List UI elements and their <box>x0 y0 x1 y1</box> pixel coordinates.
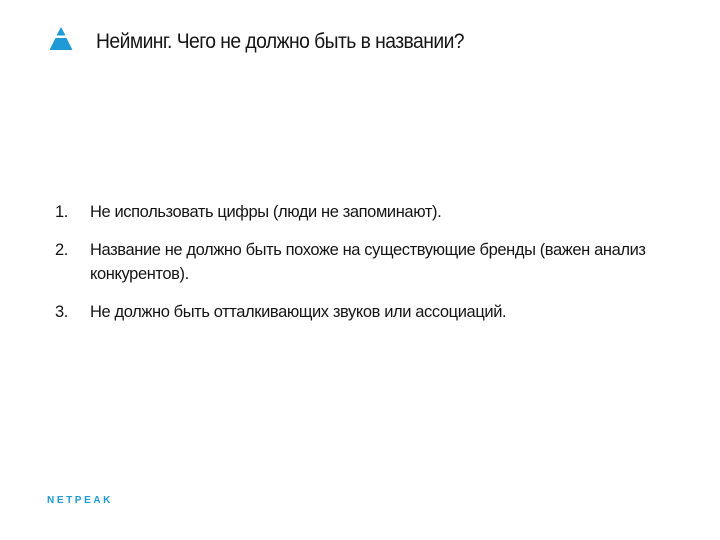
list-item <box>55 238 675 286</box>
criteria-list <box>55 200 675 324</box>
item-text: Название не должно быть похоже на существующие бренды (важен анализ конкурентов). <box>90 241 646 283</box>
list-item <box>55 300 675 324</box>
item-number: 1. <box>55 203 68 221</box>
slide-title: Нейминг. Чего не должно быть в названии? <box>96 30 464 53</box>
netpeak-brand-logo: NETPEAK <box>47 495 113 506</box>
pyramid-logo-icon <box>47 26 75 52</box>
item-text: Не должно быть отталкивающих звуков или ассоциаций. <box>90 303 507 321</box>
list-item <box>55 200 675 224</box>
item-number: 3. <box>55 303 68 321</box>
item-number: 2. <box>55 241 68 259</box>
item-text: Не использовать цифры (люди не запоминают). <box>90 203 442 221</box>
